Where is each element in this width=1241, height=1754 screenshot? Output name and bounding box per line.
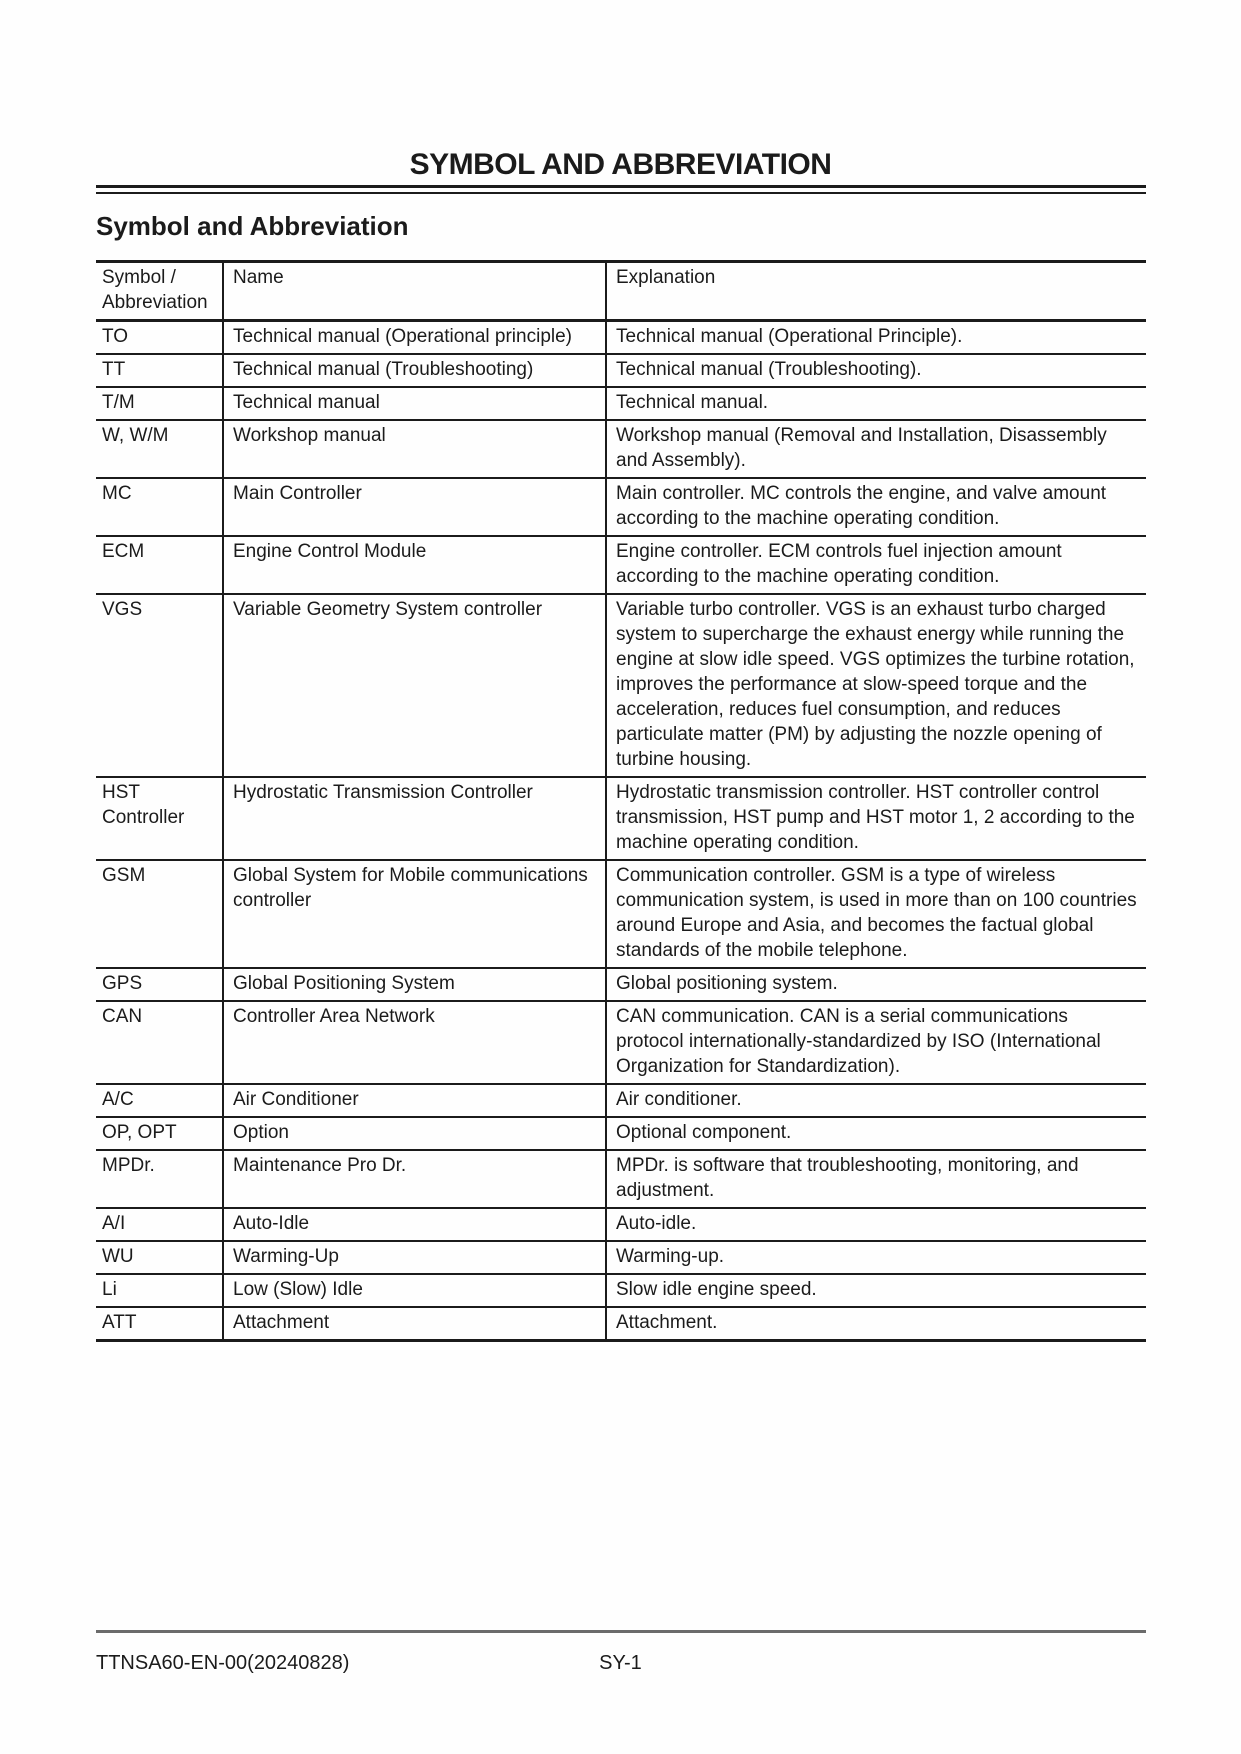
explanation-cell: Hydrostatic transmission controller. HST controller control transmission, HST pump and HST motor 1, 2 according to the machine operating condition. (616, 782, 1135, 853)
symbol-cell: Li (96, 1274, 223, 1307)
table-row (96, 478, 1146, 536)
explanation-cell: Technical manual. (616, 392, 769, 413)
symbol-cell: MPDr. (96, 1150, 223, 1208)
explanation-cell: Optional component. (616, 1122, 792, 1143)
name-cell: Technical manual (223, 387, 606, 420)
column-header-explanation: Explanation (616, 267, 716, 288)
explanation-cell: CAN communication. CAN is a serial communications protocol internationally-standardized by ISO (International Organization for Standardization). (616, 1006, 1101, 1077)
name-cell: Warming-Up (223, 1241, 606, 1274)
table-row (96, 1150, 1146, 1208)
footer-document-code: TTNSA60-EN-00(20240828) (96, 1652, 350, 1674)
table-row (96, 594, 1146, 777)
symbol-cell: GSM (96, 860, 223, 968)
explanation-cell: Communication controller. GSM is a type of wireless communication system, is used in more than on 100 countries around Europe and Asia, and becomes the factual global standards of the mobile telephone. (616, 865, 1137, 961)
table-row (96, 1241, 1146, 1274)
symbol-cell: HST Controller (96, 777, 223, 860)
table-row (96, 1307, 1146, 1341)
explanation-cell: Global positioning system. (616, 973, 838, 994)
name-cell: Variable Geometry System controller (223, 594, 606, 777)
name-cell: Workshop manual (223, 420, 606, 478)
name-cell: Maintenance Pro Dr. (223, 1150, 606, 1208)
symbol-cell: WU (96, 1241, 223, 1274)
abbreviation-table (96, 260, 1146, 1342)
name-cell: Hydrostatic Transmission Controller (223, 777, 606, 860)
table-body (96, 321, 1146, 1341)
explanation-cell: Variable turbo controller. VGS is an exhaust turbo charged system to supercharge the exhaust energy while running the engine at slow idle speed. VGS optimizes the turbine rotation, improves the performance at slow-speed torque and the acceleration, reduces fuel consumption, and reduces particulate matter (PM) by adjusting the nozzle opening of turbine housing. (616, 599, 1135, 770)
table-row (96, 1001, 1146, 1084)
explanation-cell: Attachment. (616, 1312, 718, 1333)
table-row (96, 354, 1146, 387)
table-row (96, 968, 1146, 1001)
symbol-cell: ECM (96, 536, 223, 594)
explanation-cell: Slow idle engine speed. (616, 1279, 817, 1300)
explanation-cell: Engine controller. ECM controls fuel injection amount according to the machine operating condition. (616, 541, 1062, 587)
symbol-cell: CAN (96, 1001, 223, 1084)
symbol-cell: A/C (96, 1084, 223, 1117)
table-row (96, 1274, 1146, 1307)
name-cell: Main Controller (223, 478, 606, 536)
table-row (96, 860, 1146, 968)
table-header-row (96, 262, 1146, 321)
table-row (96, 1208, 1146, 1241)
explanation-cell: Auto-idle. (616, 1213, 697, 1234)
name-cell: Global System for Mobile communications controller (223, 860, 606, 968)
symbol-cell: ATT (96, 1307, 223, 1341)
symbol-cell: GPS (96, 968, 223, 1001)
name-cell: Attachment (223, 1307, 606, 1341)
explanation-cell: MPDr. is software that troubleshooting, monitoring, and adjustment. (616, 1155, 1079, 1201)
table-row (96, 321, 1146, 355)
symbol-cell: TT (96, 354, 223, 387)
table-row (96, 387, 1146, 420)
name-cell: Low (Slow) Idle (223, 1274, 606, 1307)
section-heading: Symbol and Abbreviation (96, 211, 409, 241)
symbol-cell: A/I (96, 1208, 223, 1241)
explanation-cell: Warming-up. (616, 1246, 725, 1267)
title-divider-double-rule (96, 185, 1146, 194)
explanation-cell: Air conditioner. (616, 1089, 742, 1110)
symbol-cell: T/M (96, 387, 223, 420)
name-cell: Engine Control Module (223, 536, 606, 594)
symbol-cell: W, W/M (96, 420, 223, 478)
table-row (96, 1084, 1146, 1117)
explanation-cell: Workshop manual (Removal and Installation, Disassembly and Assembly). (616, 425, 1107, 471)
name-cell: Air Conditioner (223, 1084, 606, 1117)
table-row (96, 536, 1146, 594)
explanation-cell: Main controller. MC controls the engine, and valve amount according to the machine operating condition. (616, 483, 1107, 529)
column-header-name: Name (223, 262, 606, 321)
footer-divider (96, 1630, 1146, 1633)
name-cell: Global Positioning System (223, 968, 606, 1001)
table-row (96, 777, 1146, 860)
symbol-cell: VGS (96, 594, 223, 777)
explanation-cell: Technical manual (Troubleshooting). (616, 359, 922, 380)
name-cell: Technical manual (Operational principle) (223, 321, 606, 355)
table-row (96, 1117, 1146, 1150)
name-cell: Option (223, 1117, 606, 1150)
name-cell: Auto-Idle (223, 1208, 606, 1241)
table-row (96, 420, 1146, 478)
name-cell: Controller Area Network (223, 1001, 606, 1084)
symbol-cell: TO (96, 321, 223, 355)
column-header-symbol-abbreviation: Symbol / Abbreviation (96, 262, 223, 321)
explanation-cell: Technical manual (Operational Principle). (616, 326, 963, 347)
symbol-cell: OP, OPT (96, 1117, 223, 1150)
table-header (96, 262, 1146, 321)
footer-page-number: SY-1 (599, 1652, 642, 1674)
symbol-cell: MC (96, 478, 223, 536)
page-title: SYMBOL AND ABBREVIATION (409, 148, 832, 181)
name-cell: Technical manual (Troubleshooting) (223, 354, 606, 387)
